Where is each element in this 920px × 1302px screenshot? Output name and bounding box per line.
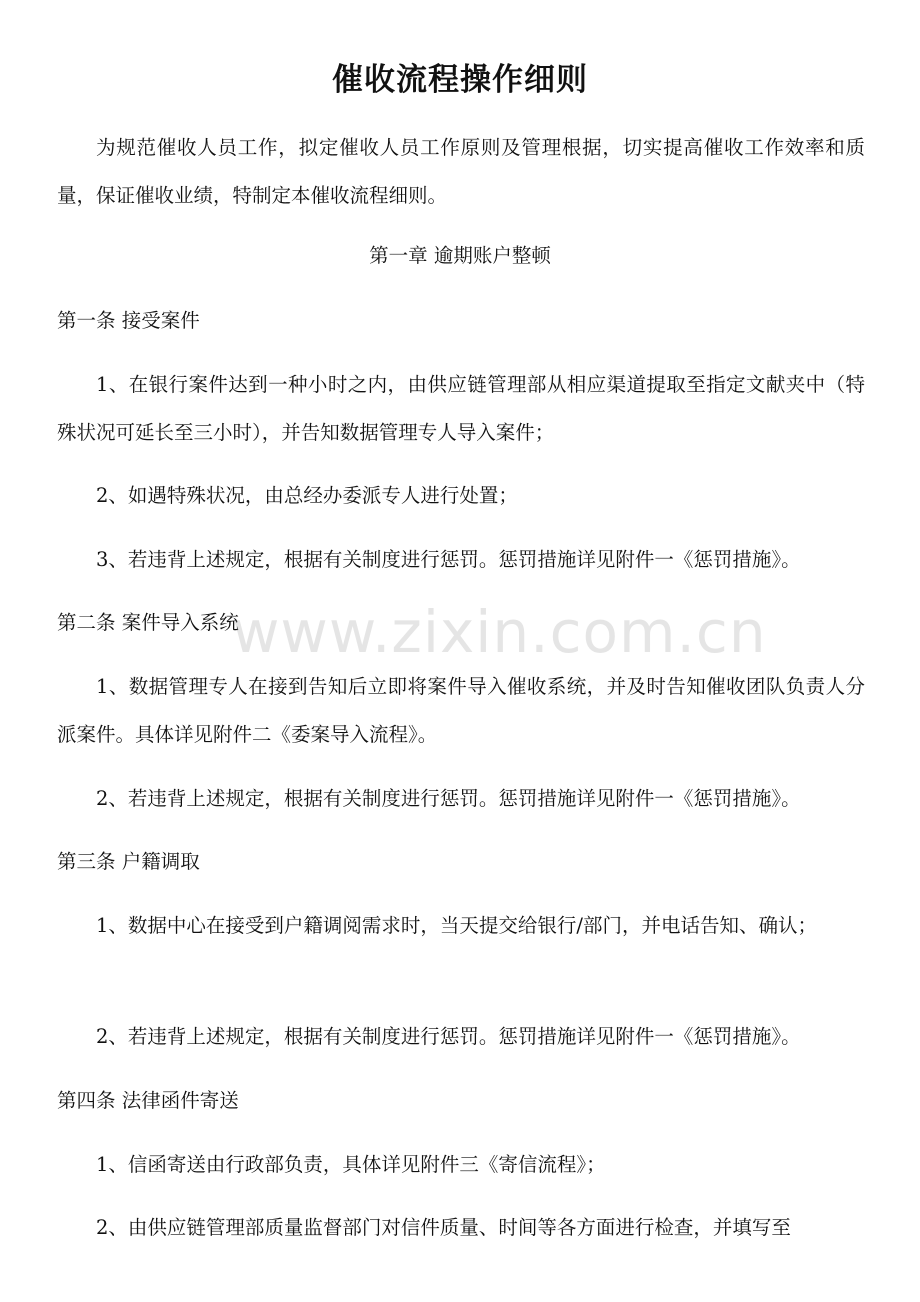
intro-paragraph: 为规范催收人员工作，拟定催收人员工作原则及管理根据，切实提高催收工作效率和质量，保证催收业绩，特制定本催收流程细则。 (57, 136, 865, 207)
watermark-text: www.zixin.com.cn (232, 598, 767, 666)
document-title: 催收流程操作细则 (332, 62, 588, 98)
article-4-item-1: 1、信函寄送由行政部负责，具体详见附件三《寄信流程》； (96, 1153, 606, 1176)
chapter-heading: 第一章 逾期账户整顿 (369, 244, 551, 267)
article-1-item-1: 1、在银行案件达到一种小时之内，由供应链管理部从相应渠道提取至指定文献夹中（特殊状况可延长至三小时），并告知数据管理专人导入案件； (57, 373, 865, 444)
article-2-item-2: 2、若违背上述规定，根据有关制度进行惩罚。惩罚措施详见附件一《惩罚措施》。 (96, 787, 801, 810)
article-2-heading: 第二条 案件导入系统 (57, 611, 239, 634)
article-1-heading: 第一条 接受案件 (57, 309, 200, 332)
article-1-item-3: 3、若违背上述规定，根据有关制度进行惩罚。惩罚措施详见附件一《惩罚措施》。 (96, 548, 801, 571)
article-4-item-2: 2、由供应链管理部质量监督部门对信件质量、时间等各方面进行检查，并填写至 (96, 1216, 791, 1239)
article-3-item-2: 2、若违背上述规定，根据有关制度进行惩罚。惩罚措施详见附件一《惩罚措施》。 (96, 1025, 801, 1048)
article-3-item-1: 1、数据中心在接受到户籍调阅需求时，当天提交给银行/部门，并电话告知、确认； (96, 914, 817, 937)
article-3-heading: 第三条 户籍调取 (57, 850, 200, 873)
article-2-item-1: 1、数据管理专人在接到告知后立即将案件导入催收系统，并及时告知催收团队负责人分派案件。具体详见附件二《委案导入流程》。 (57, 675, 865, 746)
article-1-item-2: 2、如遇特殊状况，由总经办委派专人进行处置； (96, 484, 518, 507)
article-4-heading: 第四条 法律函件寄送 (57, 1089, 239, 1112)
